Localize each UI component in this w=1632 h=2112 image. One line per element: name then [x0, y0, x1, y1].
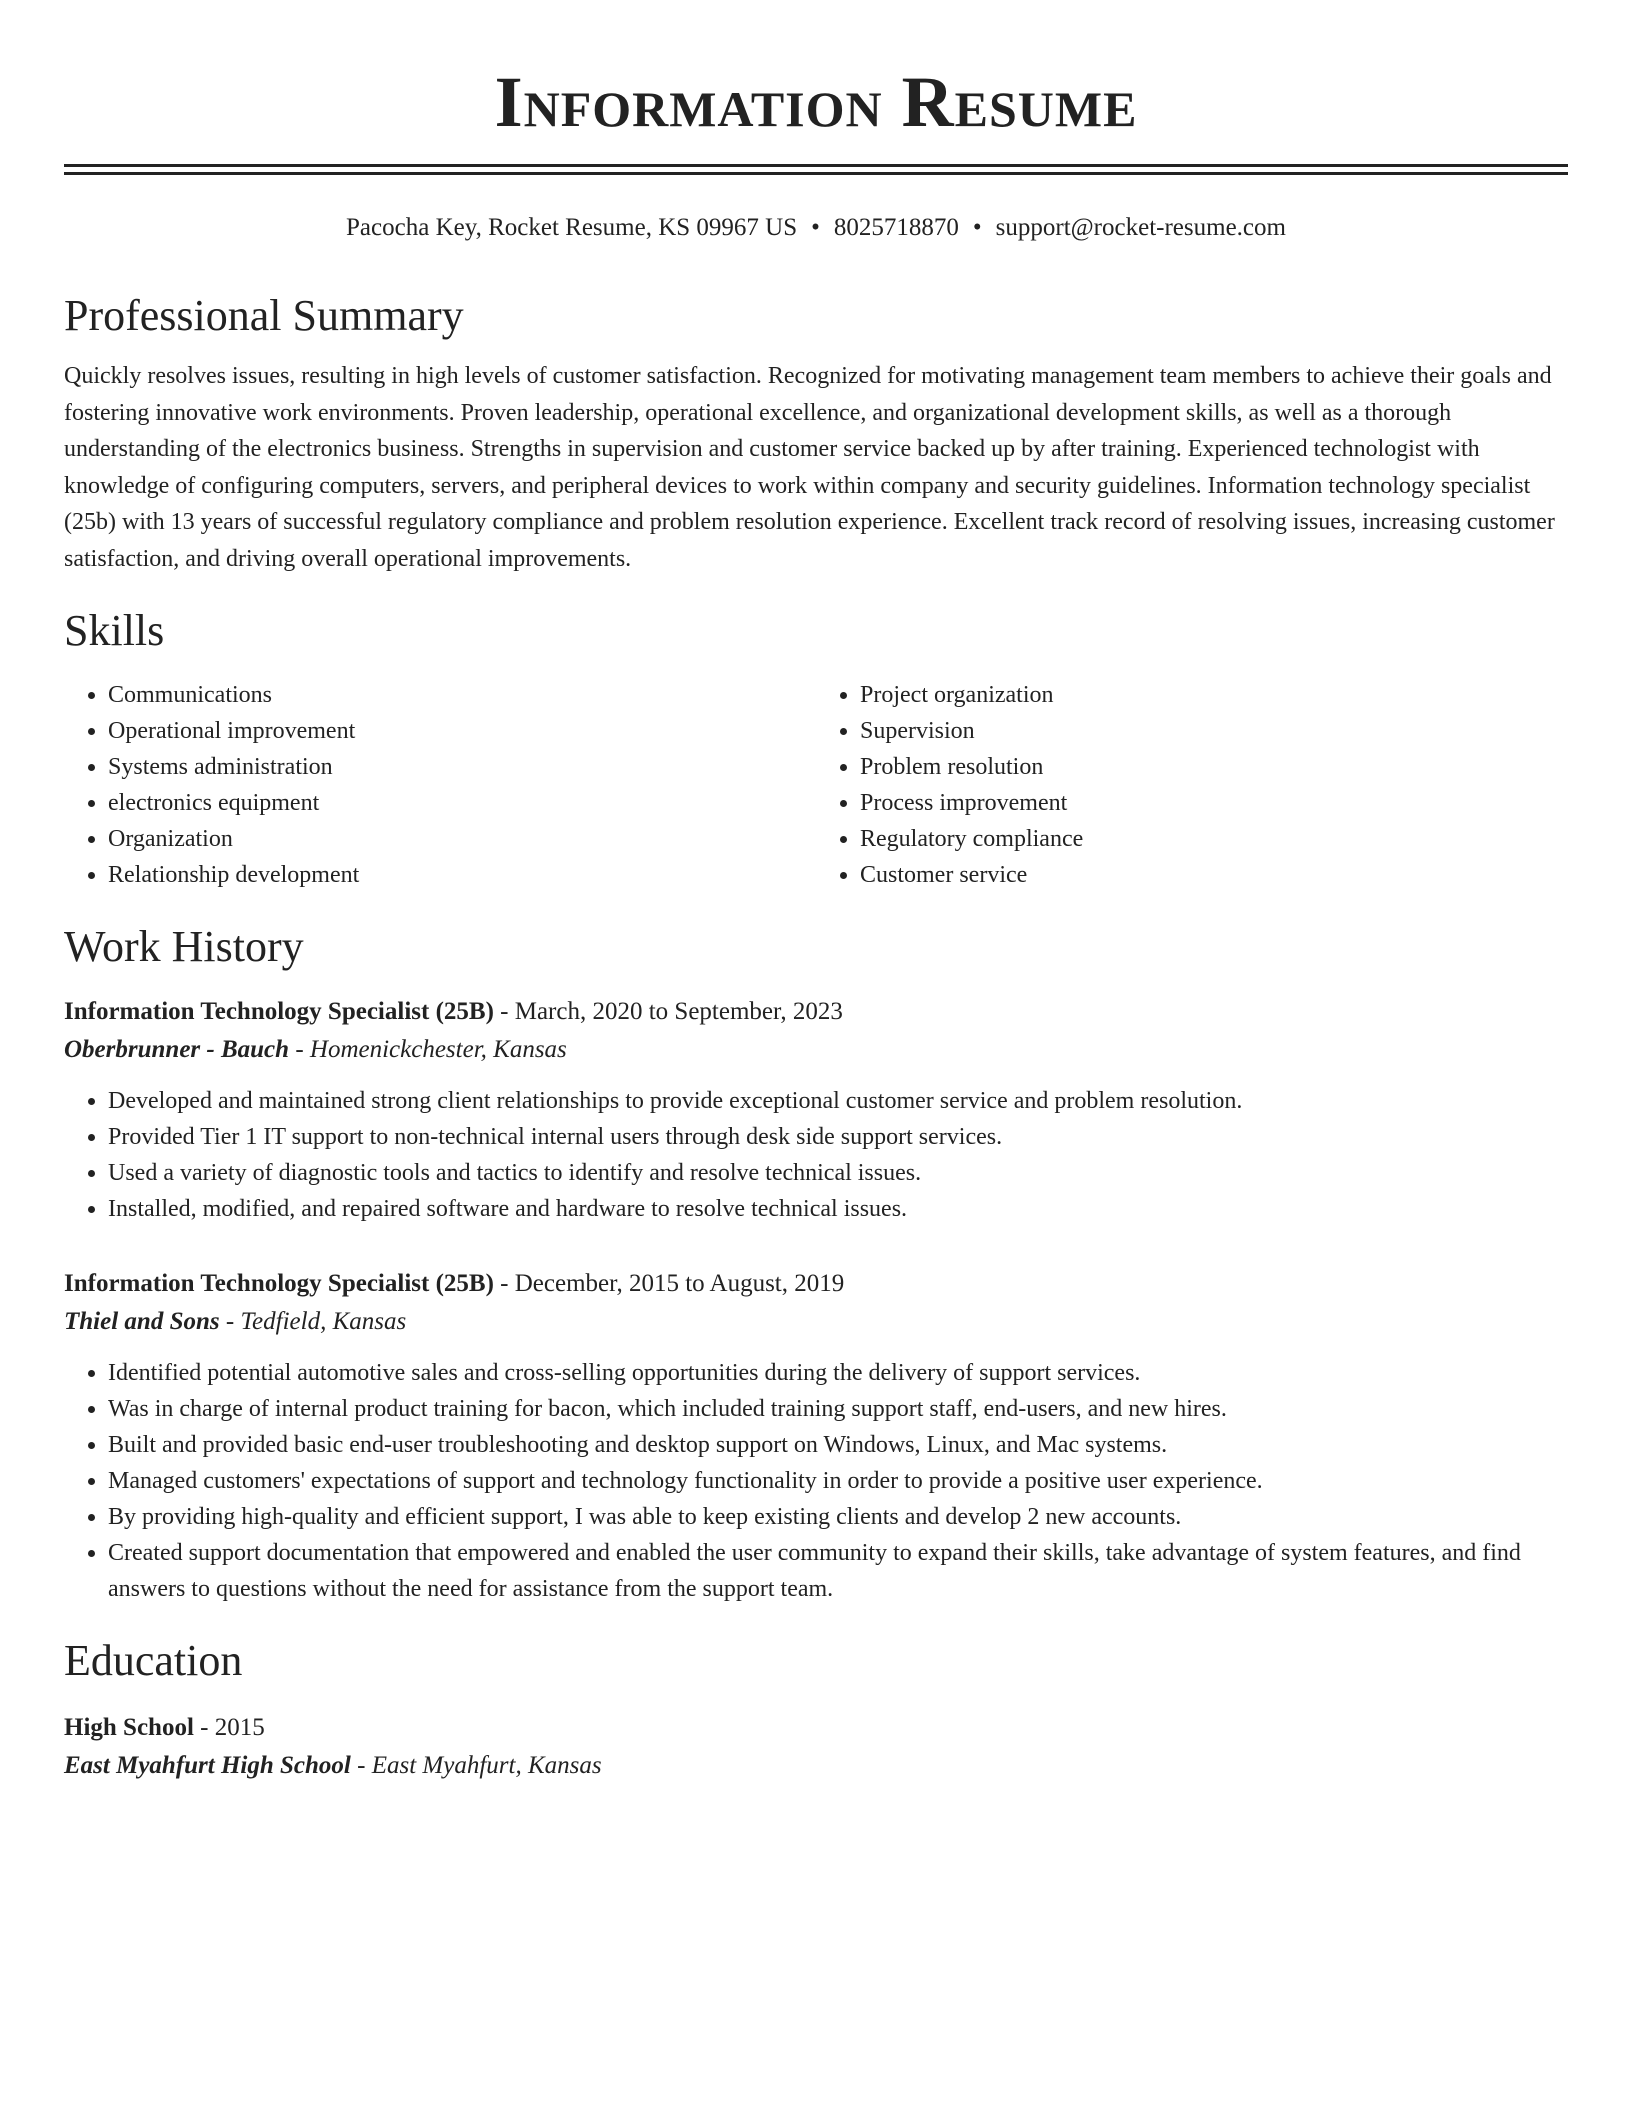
job-title: Information Technology Specialist (25B) — [64, 1270, 494, 1297]
skill-item: • electronics equipment — [108, 785, 816, 821]
contact-email: support@rocket-resume.com — [995, 214, 1286, 241]
education-heading: Education — [64, 1636, 243, 1685]
skill-item: • Project organization — [860, 677, 1568, 713]
skill-item: • Process improvement — [860, 785, 1568, 821]
company-name: Thiel and Sons — [64, 1308, 220, 1335]
contact-line — [64, 212, 1568, 244]
skills-grid — [64, 677, 1568, 893]
company-dash: - — [289, 1036, 310, 1063]
summary-text: Quickly resolves issues, resulting in high levels of customer satisfaction. Recognized for motivating management team members to achieve their goals and fostering innovative work environments. Proven leadership, operational excellence, and organizational development skills, as well as a thorough understanding of the electronics business. Strengths in supervision and customer service backed up by after training. Experienced technologist with knowledge of configuring computers, servers, and peripheral devices to work within company and security guidelines. Information technology specialist (25b) with 13 years of successful regulatory compliance and problem resolution experience. Excellent track record of resolving issues, increasing customer satisfaction, and driving overall operational improvements. — [64, 363, 1555, 572]
job-bullet: • Installed, modified, and repaired software and hardware to resolve technical issues. — [108, 1191, 1568, 1227]
graduation-year: 2015 — [214, 1714, 265, 1741]
job-title-line — [64, 1265, 1568, 1303]
job-title-line — [64, 993, 1568, 1031]
job-bullet: • Managed customers' expectations of support and technology functionality in order to provide a positive user experience. — [108, 1463, 1568, 1499]
company-location: Tedfield, Kansas — [240, 1308, 407, 1335]
job-dash: - — [493, 1270, 515, 1297]
contact-address: Pacocha Key, Rocket Resume, KS 09967 US — [346, 214, 798, 241]
job-bullets — [64, 1083, 1568, 1227]
degree-line — [64, 1709, 1568, 1747]
job-bullet: • Used a variety of diagnostic tools and tactics to identify and resolve technical issues. — [108, 1155, 1568, 1191]
contact-phone: 8025718870 — [833, 214, 959, 241]
skill-item: • Problem resolution — [860, 749, 1568, 785]
summary-heading: Professional Summary — [64, 291, 464, 340]
job-dates: December, 2015 to August, 2019 — [514, 1270, 845, 1297]
job-bullet: • Was in charge of internal product training for bacon, which included training support staff, end-users, and new hires. — [108, 1391, 1568, 1427]
skill-item: • Operational improvement — [108, 713, 816, 749]
resume-title: Information Resume — [494, 62, 1138, 142]
skill-item: • Systems administration — [108, 749, 816, 785]
degree: High School — [64, 1714, 194, 1741]
skill-item: • Communications — [108, 677, 816, 713]
job-entry — [64, 993, 1568, 1227]
degree-dash: - — [193, 1714, 215, 1741]
school-line — [64, 1747, 1568, 1785]
job-dash: - — [493, 998, 515, 1025]
job-bullet: • Built and provided basic end-user troubleshooting and desktop support on Windows, Linux, and Mac systems. — [108, 1427, 1568, 1463]
school-location: East Myahfurt, Kansas — [371, 1752, 602, 1779]
contact-separator: • — [972, 214, 982, 241]
job-entry — [64, 1265, 1568, 1607]
education-entry — [64, 1709, 1568, 1785]
job-dates: March, 2020 to September, 2023 — [514, 998, 843, 1025]
job-bullet: • Provided Tier 1 IT support to non-technical internal users through desk side support services. — [108, 1119, 1568, 1155]
contact-separator: • — [811, 214, 820, 241]
company-line — [64, 1303, 1568, 1341]
company-location: Homenickchester, Kansas — [309, 1036, 567, 1063]
company-line — [64, 1031, 1568, 1069]
work-history-heading: Work History — [64, 922, 304, 971]
skill-item: • Relationship development — [108, 857, 816, 893]
job-bullet: • By providing high-quality and efficient support, I was able to keep existing clients and develop 2 new accounts. — [108, 1499, 1568, 1535]
company-dash: - — [219, 1308, 241, 1335]
job-bullet: • Developed and maintained strong client relationships to provide exceptional customer service and problem resolution. — [108, 1083, 1568, 1119]
skill-item: • Organization — [108, 821, 816, 857]
skills-list-right — [816, 677, 1568, 893]
skill-item: • Supervision — [860, 713, 1568, 749]
job-bullet: • Identified potential automotive sales and cross-selling opportunities during the delivery of support services. — [108, 1355, 1568, 1391]
company-name: Oberbrunner - Bauch — [64, 1036, 290, 1063]
skills-list-left — [64, 677, 816, 893]
school-dash: - — [350, 1752, 372, 1779]
job-bullets — [64, 1355, 1568, 1607]
skill-item: • Customer service — [860, 857, 1568, 893]
job-bullet: • Created support documentation that empowered and enabled the user community to expand their skills, take advantage of system features, and find answers to questions without the need for assistance from the support team. — [108, 1535, 1568, 1607]
job-title: Information Technology Specialist (25B) — [64, 998, 494, 1025]
skill-item: • Regulatory compliance — [860, 821, 1568, 857]
school-name: East Myahfurt High School — [64, 1752, 351, 1779]
skills-heading: Skills — [64, 606, 165, 655]
title-divider — [64, 164, 1568, 175]
